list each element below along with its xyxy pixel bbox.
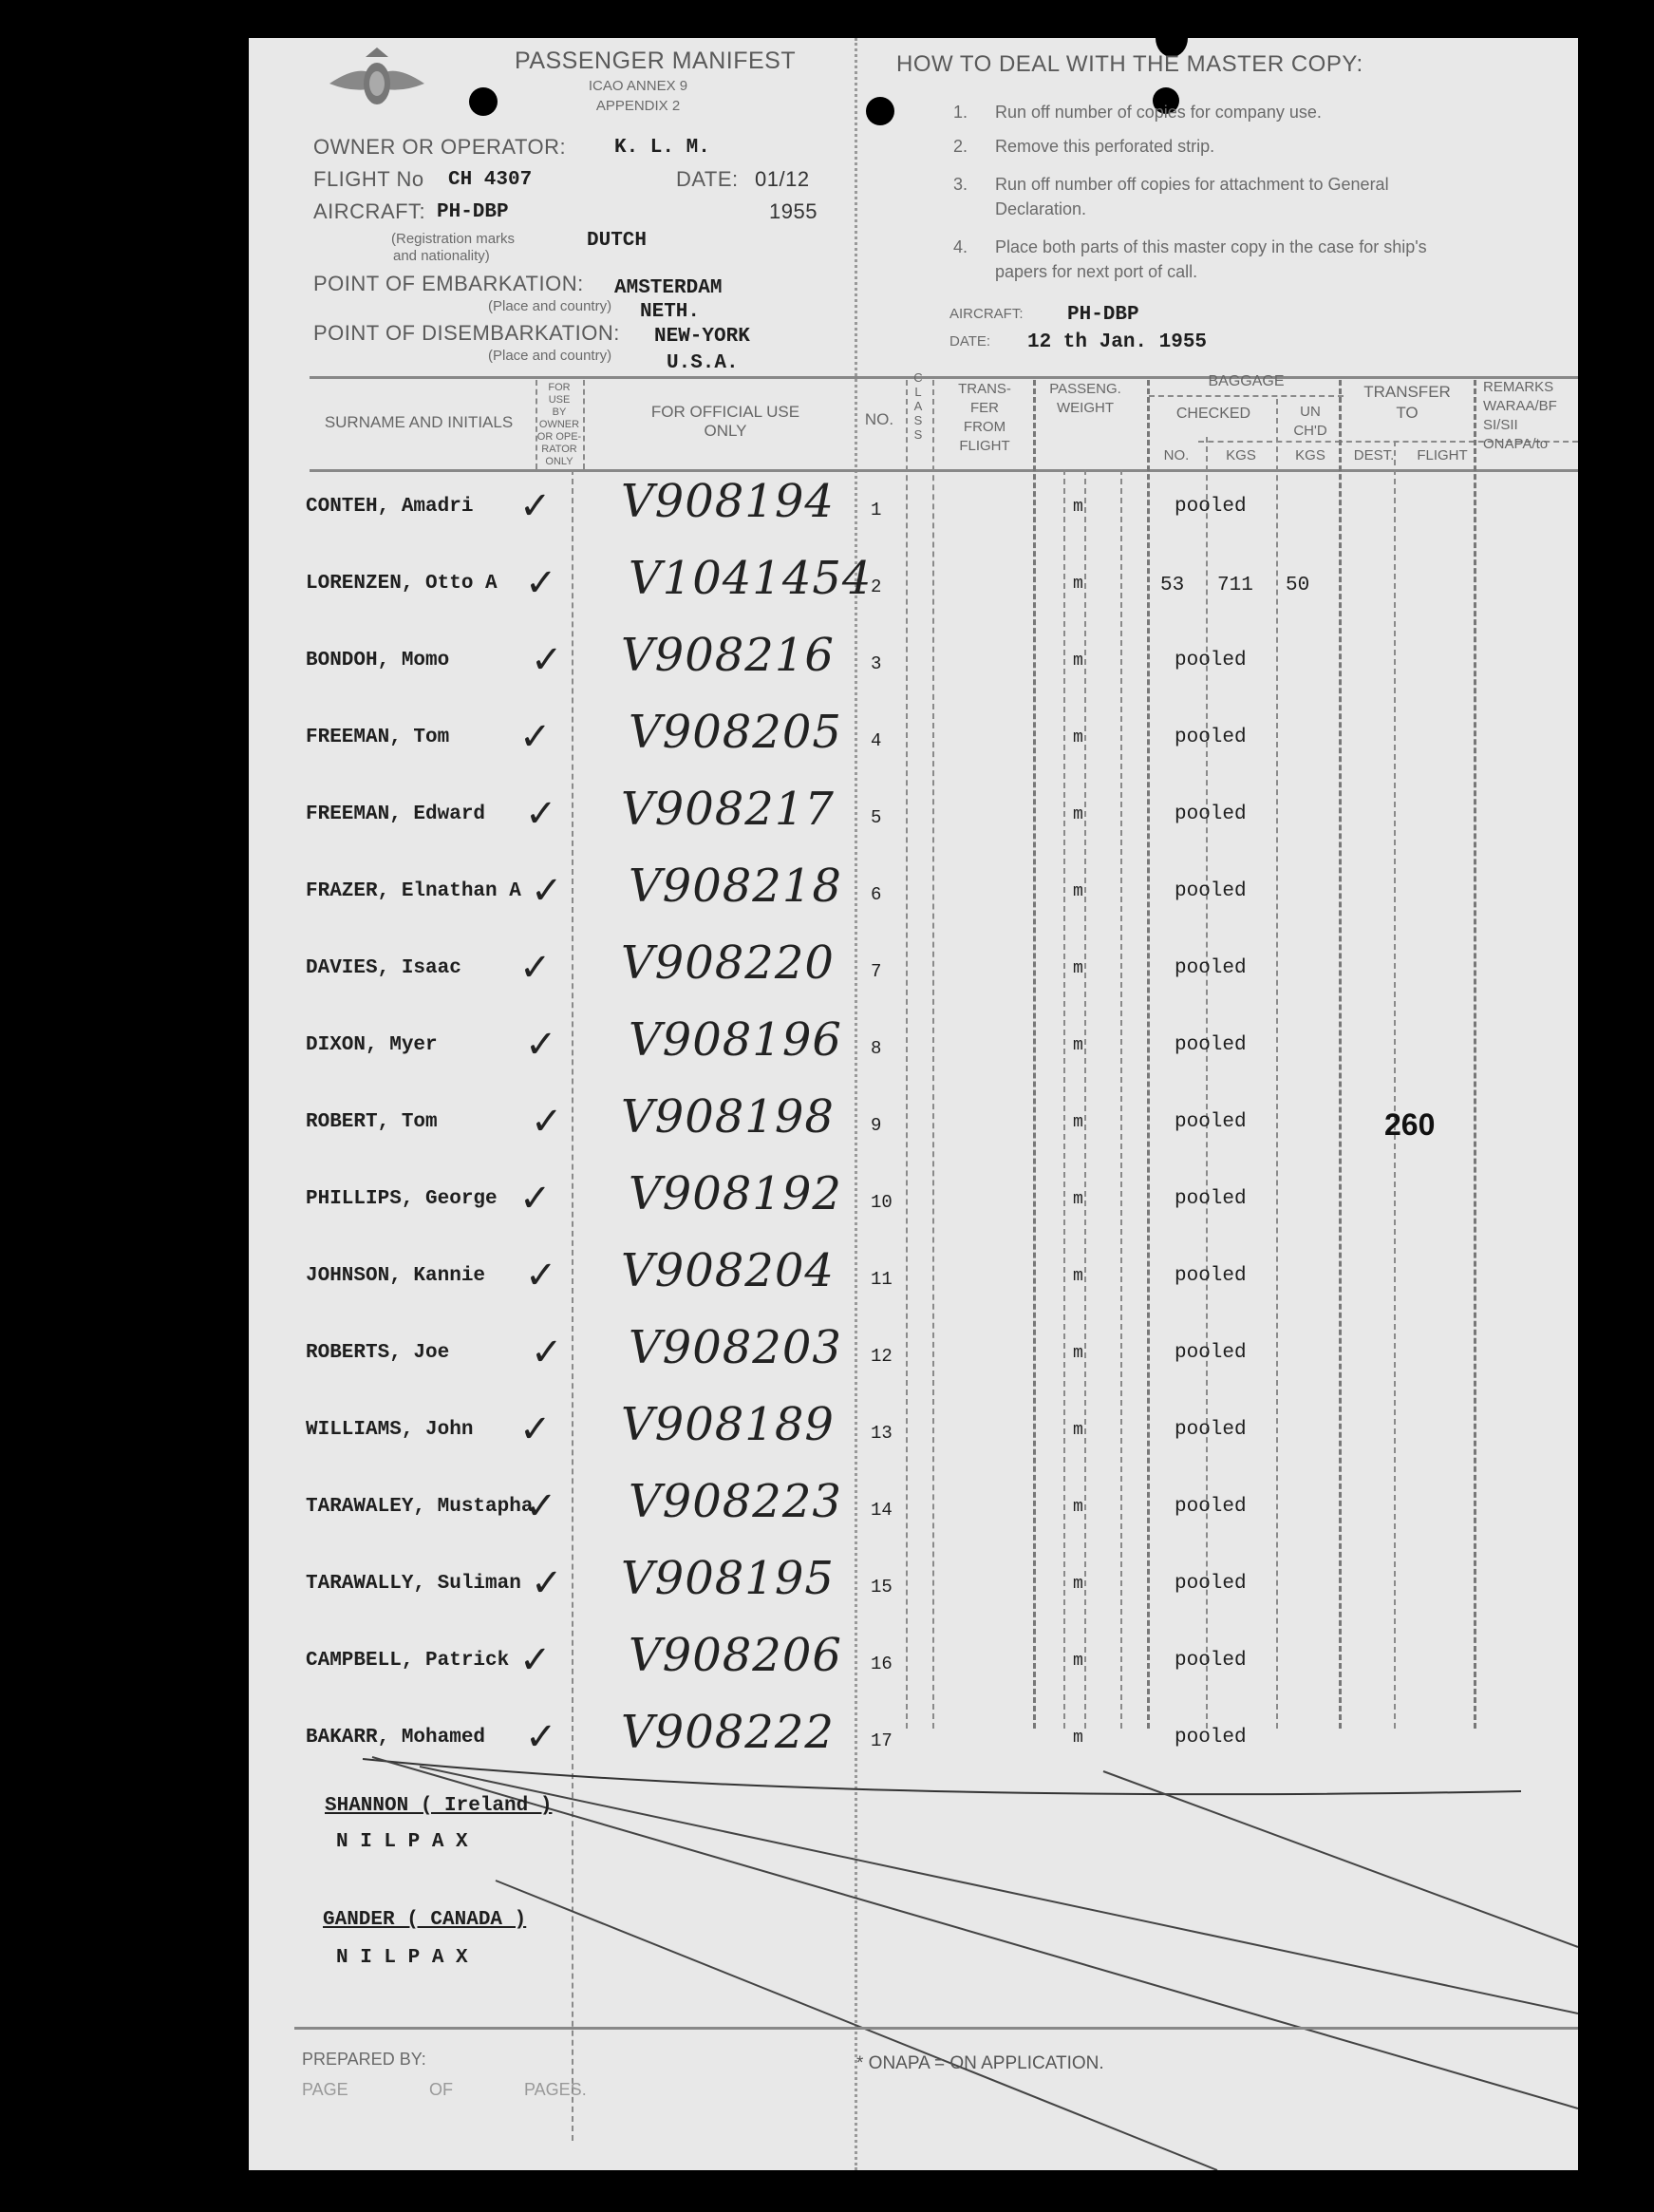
row-number: 4 — [871, 730, 882, 751]
official-number: V908218 — [629, 860, 842, 913]
disembarkation-note: (Place and country) — [488, 348, 612, 364]
instruction-text: Place both parts of this master copy in the case for ship's — [995, 237, 1427, 256]
official-number: V1041454 — [629, 552, 873, 605]
page-label: PAGE — [302, 2080, 348, 2099]
row-number: 11 — [871, 1269, 893, 1290]
check-mark-icon: ✓ — [519, 715, 552, 759]
passenger-name: FREEMAN, Edward — [306, 804, 486, 825]
passenger-weight: m — [1073, 1190, 1083, 1209]
row-number: 17 — [871, 1730, 893, 1751]
official-number: V908223 — [629, 1475, 842, 1528]
col-official: FOR OFFICIAL USE ONLY — [650, 403, 800, 440]
official-number: V908206 — [629, 1629, 842, 1682]
passenger-weight: m — [1073, 652, 1083, 671]
disembarkation-country: U.S.A. — [667, 352, 739, 374]
passenger-name: BONDOH, Momo — [306, 650, 450, 671]
instructions-date-label: DATE: — [949, 333, 991, 350]
unchecked-kgs: 50 — [1286, 575, 1310, 596]
baggage-status: pooled — [1175, 1034, 1247, 1056]
embarkation-note: (Place and country) — [488, 298, 612, 314]
col-remarks: REMARKS WARAA/BF SI/SII ONAPA/to — [1483, 379, 1557, 452]
stop-place: SHANNON ( Ireland ) — [325, 1795, 553, 1817]
disembarkation-city: NEW-YORK — [654, 326, 750, 348]
official-number: V908203 — [629, 1321, 842, 1374]
col-bag-no: NO. — [1163, 447, 1190, 463]
col-bag-kgs: KGS — [1226, 447, 1256, 463]
row-number: 10 — [871, 1192, 893, 1213]
passenger-weight: m — [1073, 728, 1083, 747]
registration-note: (Registration marks — [391, 231, 516, 247]
passenger-weight: m — [1073, 1267, 1083, 1286]
official-number: V908189 — [621, 1398, 835, 1451]
check-mark-icon: ✓ — [525, 561, 557, 605]
year-value: 1955 — [769, 199, 818, 223]
manifest-sheet — [249, 38, 1578, 2170]
stop-note: N I L P A X — [336, 1831, 468, 1853]
aircraft-value: PH-DBP — [437, 201, 509, 223]
prepared-by-label: PREPARED BY: — [302, 2050, 426, 2069]
check-mark-icon: ✓ — [519, 946, 552, 990]
check-mark-icon: ✓ — [525, 792, 557, 836]
instruction-text: Declaration. — [995, 199, 1087, 218]
passenger-weight: m — [1073, 959, 1083, 978]
registration-note: and nationality) — [393, 248, 490, 264]
instruction-text: Run off number off copies for attachment to General — [995, 175, 1389, 194]
baggage-status: pooled — [1175, 1188, 1247, 1210]
passenger-weight: m — [1073, 1498, 1083, 1517]
check-mark-icon: ✓ — [519, 1177, 552, 1220]
row-number: 12 — [871, 1346, 893, 1367]
stop-place: GANDER ( CANADA ) — [323, 1909, 527, 1931]
passenger-weight: m — [1073, 1036, 1083, 1055]
check-mark-icon: ✓ — [531, 1561, 563, 1605]
instructions-aircraft-value: PH-DBP — [1067, 304, 1139, 326]
baggage-status: pooled — [1175, 1419, 1247, 1441]
passenger-weight: m — [1073, 1652, 1083, 1671]
flight-label: FLIGHT No — [313, 167, 424, 191]
row-number: 15 — [871, 1577, 893, 1598]
form-appendix: APPENDIX 2 — [595, 98, 681, 114]
check-mark-icon: ✓ — [519, 484, 552, 528]
check-mark-icon: ✓ — [525, 1715, 557, 1759]
instruction-number: 4. — [953, 237, 968, 256]
passenger-weight: m — [1073, 1421, 1083, 1440]
check-mark-icon: ✓ — [519, 1408, 552, 1451]
footer-rule — [294, 2027, 1578, 2030]
instruction-text: Remove this perforated strip. — [995, 137, 1215, 156]
col-unchd-kgs: KGS — [1295, 447, 1325, 463]
passenger-name: LORENZEN, Otto A — [306, 573, 498, 595]
owner-label: OWNER OR OPERATOR: — [313, 135, 567, 159]
disembarkation-label: POINT OF DISEMBARKATION: — [313, 321, 620, 345]
baggage-status: pooled — [1175, 1573, 1247, 1595]
passenger-name: ROBERTS, Joe — [306, 1342, 450, 1364]
baggage-status: pooled — [1175, 1111, 1247, 1133]
row-number: 6 — [871, 884, 882, 905]
passenger-name: JOHNSON, Kannie — [306, 1265, 486, 1287]
col-for-use: FOR USE BY OWNER OR OPE- RATOR ONLY — [536, 382, 582, 467]
row-number: 8 — [871, 1038, 882, 1059]
col-dest: DEST. — [1353, 447, 1395, 463]
passenger-weight: m — [1073, 882, 1083, 901]
stop-note: N I L P A X — [336, 1947, 468, 1969]
col-passenger-weight: PASSENG. WEIGHT — [1049, 381, 1121, 416]
instruction-number: 1. — [953, 103, 968, 122]
official-number: V908222 — [621, 1706, 835, 1759]
row-number: 14 — [871, 1500, 893, 1521]
form-title: PASSENGER MANIFEST — [515, 47, 797, 74]
passenger-name: TARAWALEY, Mustapha — [306, 1496, 534, 1518]
check-mark-icon: ✓ — [519, 1638, 552, 1682]
official-number: V908205 — [629, 706, 842, 759]
check-mark-icon: ✓ — [525, 1254, 557, 1297]
row-number: 9 — [871, 1115, 882, 1136]
check-mark-icon: ✓ — [531, 1331, 563, 1374]
instruction-text: Run off number of copies for company use. — [995, 103, 1322, 122]
passenger-weight: m — [1073, 1113, 1083, 1132]
baggage-status: pooled — [1175, 1265, 1247, 1287]
check-mark-icon: ✓ — [531, 638, 563, 682]
passenger-name: TARAWALLY, Suliman — [306, 1573, 521, 1595]
passenger-name: DIXON, Myer — [306, 1034, 438, 1056]
passenger-name: CONTEH, Amadri — [306, 496, 474, 518]
official-number: V908198 — [621, 1090, 835, 1144]
passenger-weight: m — [1073, 1729, 1083, 1748]
instructions-date-value: 12 th Jan. 1955 — [1027, 331, 1208, 353]
embarkation-city: AMSTERDAM — [614, 277, 723, 299]
baggage-status: pooled — [1175, 727, 1247, 748]
official-number: V908217 — [621, 783, 835, 836]
baggage-status: pooled — [1175, 650, 1247, 671]
row-number: 1 — [871, 500, 882, 520]
transfer-value: 260 — [1384, 1107, 1436, 1142]
embarkation-label: POINT OF EMBARKATION: — [313, 272, 584, 295]
check-mark-icon: ✓ — [525, 1484, 557, 1528]
official-number: V908192 — [629, 1167, 842, 1220]
nationality-value: DUTCH — [587, 230, 648, 252]
instruction-number: 3. — [953, 175, 968, 194]
official-number: V908194 — [621, 475, 835, 528]
col-unchecked: UN CH'D — [1293, 404, 1327, 439]
col-baggage: BAGGAGE — [1208, 373, 1285, 389]
aircraft-label: AIRCRAFT: — [313, 199, 426, 223]
col-transfer-from: TRANS- FER FROM FLIGHT — [958, 381, 1011, 454]
form-annex: ICAO ANNEX 9 — [588, 78, 688, 94]
baggage-status: pooled — [1175, 1727, 1247, 1749]
official-number: V908196 — [629, 1013, 842, 1067]
check-mark-icon: ✓ — [531, 869, 563, 913]
instructions-aircraft-label: AIRCRAFT: — [949, 306, 1024, 322]
passenger-weight: m — [1073, 805, 1083, 824]
row-number: 7 — [871, 961, 882, 982]
passenger-name: FRAZER, Elnathan A — [306, 880, 521, 902]
passenger-weight: m — [1073, 1575, 1083, 1594]
check-mark-icon: ✓ — [531, 1100, 563, 1144]
check-mark-icon: ✓ — [525, 1023, 557, 1067]
onapa-note: * ONAPA = ON APPLICATION. — [856, 2053, 1104, 2073]
baggage-kgs: 711 — [1217, 575, 1253, 596]
embarkation-country: NETH. — [640, 301, 701, 323]
instructions-title: HOW TO DEAL WITH THE MASTER COPY: — [896, 51, 1363, 77]
baggage-status: pooled — [1175, 496, 1247, 518]
passenger-weight: m — [1073, 1344, 1083, 1363]
baggage-count: 53 — [1160, 575, 1185, 596]
passenger-name: FREEMAN, Tom — [306, 727, 450, 748]
col-checked: CHECKED — [1175, 406, 1251, 422]
baggage-status: pooled — [1175, 1650, 1247, 1672]
of-label: OF — [429, 2080, 453, 2099]
col-no: NO. — [864, 410, 894, 428]
passenger-name: PHILLIPS, George — [306, 1188, 498, 1210]
col-flight: FLIGHT — [1417, 447, 1468, 463]
pages-label: PAGES. — [524, 2080, 587, 2099]
passenger-name: WILLIAMS, John — [306, 1419, 474, 1441]
passenger-name: DAVIES, Isaac — [306, 957, 461, 979]
col-transfer-to: TRANSFER TO — [1363, 383, 1451, 422]
passenger-name: BAKARR, Mohamed — [306, 1727, 486, 1749]
official-number: V908220 — [621, 936, 835, 990]
passenger-weight: m — [1073, 498, 1083, 517]
flight-value: CH 4307 — [448, 169, 533, 191]
row-number: 2 — [871, 577, 882, 597]
instruction-number: 2. — [953, 137, 968, 156]
row-number: 13 — [871, 1423, 893, 1444]
baggage-status: pooled — [1175, 957, 1247, 979]
row-number: 16 — [871, 1654, 893, 1674]
row-number: 5 — [871, 807, 882, 828]
date-label: DATE: — [676, 167, 739, 191]
baggage-status: pooled — [1175, 1496, 1247, 1518]
date-value: 01/12 — [755, 167, 810, 191]
passenger-weight: m — [1073, 575, 1083, 594]
passenger-name: ROBERT, Tom — [306, 1111, 438, 1133]
owner-value: K. L. M. — [614, 137, 710, 159]
instruction-text: papers for next port of call. — [995, 262, 1198, 281]
official-number: V908204 — [621, 1244, 835, 1297]
official-number: V908195 — [621, 1552, 835, 1605]
baggage-status: pooled — [1175, 1342, 1247, 1364]
col-surname: SURNAME AND INITIALS — [324, 413, 514, 431]
baggage-status: pooled — [1175, 880, 1247, 902]
passenger-name: CAMPBELL, Patrick — [306, 1650, 510, 1672]
col-class: C L A S S — [913, 370, 923, 442]
row-number: 3 — [871, 653, 882, 674]
official-number: V908216 — [621, 629, 835, 682]
baggage-status: pooled — [1175, 804, 1247, 825]
